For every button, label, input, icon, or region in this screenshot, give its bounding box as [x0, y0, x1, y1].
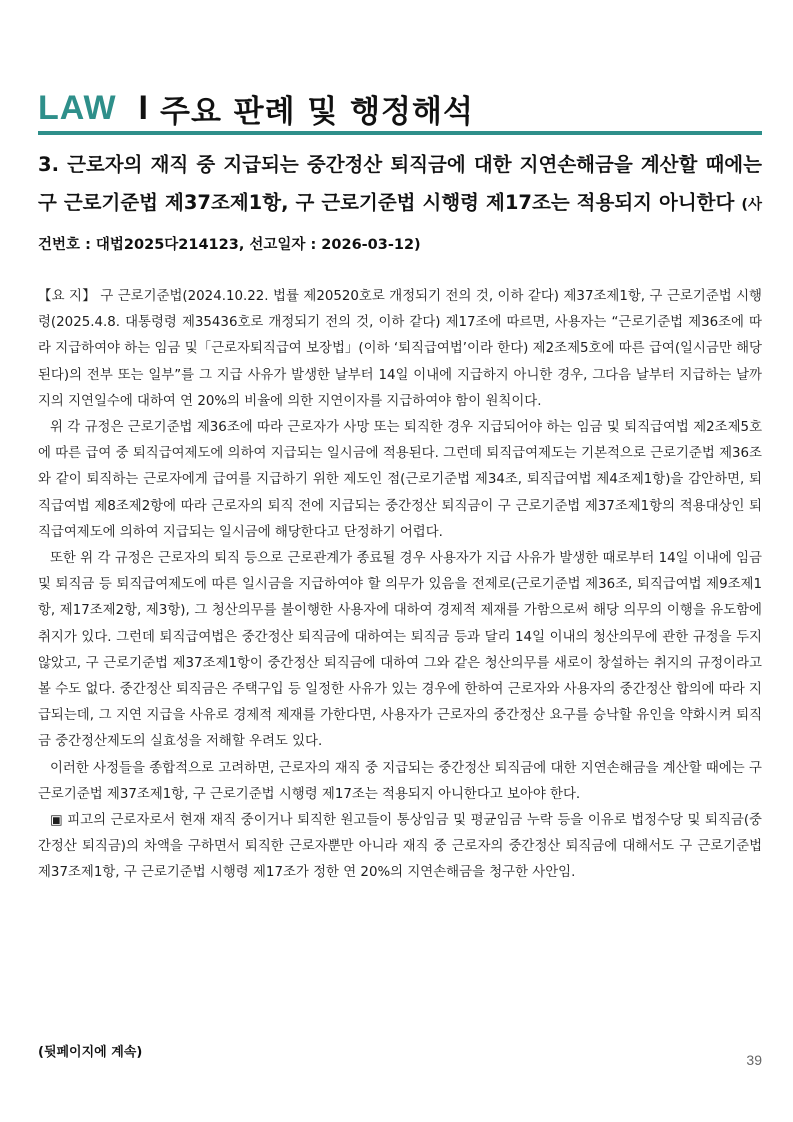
paragraph: 이러한 사정들을 종합적으로 고려하면, 근로자의 재직 중 지급되는 중간정산 퇴직금에 대한 지연손해금을 계산할 때에는 구 근로기준법 제37조제1항, 구 근로기준법 시행령 제17조는 적용되지 아니한다고 보아야 한다.	[38, 760, 762, 802]
paragraph-case-note: ▣ 피고의 근로자로서 현재 재직 중이거나 퇴직한 원고들이 통상임금 및 평균임금 누락 등을 이유로 법정수당 및 퇴직금(중간정산 퇴직금)의 차액을 구하면서 퇴직한 근로자뿐만 아니라 재직 중 근로자의 중간정산 퇴직금에 대해서도 구 근로기준법 제37조제1항, 구 근로기준법 시행령 제17조가 정한 연 20%의 지연손해금을 청구한 사안임.	[38, 813, 762, 881]
header-separator: I	[138, 88, 148, 127]
case-info: (사건번호 : 대법2025다214123, 선고일자 : 2026-03-12)	[38, 197, 762, 253]
header-rule	[38, 131, 762, 135]
article-heading	[38, 146, 762, 264]
paragraph: 위 각 규정은 근로기준법 제36조에 따라 근로자가 사망 또는 퇴직한 경우 지급되어야 하는 임금 및 퇴직급여법 제2조제5호에 따른 급여 중 퇴직급여제도에 의하여 지급되는 일시금에 적용된다. 그런데 퇴직급여제도는 기본적으로 근로기준법 제36조와 같이 퇴직하는 근로자에게 급여를 지급하기 위한 제도인 점(근로기준법 제34조, 퇴직급여법 제4조제1항)을 감안하면, 퇴직급여법 제8조제2항에 따라 근로자의 퇴직 전에 지급되는 중간정산 퇴직금이 구 근로기준법 제37조제1항의 적용대상인 퇴직급여제도에 의하여 지급되는 일시금에 해당한다고 단정하기 어렵다.	[38, 420, 762, 540]
page-number: 39	[746, 1052, 762, 1068]
continued-note: (뒷페이지에 계속)	[38, 1045, 143, 1060]
law-label: LAW	[38, 88, 117, 127]
article-heading-text: 3. 근로자의 재직 중 지급되는 중간정산 퇴직금에 대한 지연손해금을 계산할 때에는 구 근로기준법 제37조제1항, 구 근로기준법 시행령 제17조는 적용되지 아니한다	[38, 153, 762, 214]
paragraph-summary: 【요 지】 구 근로기준법(2024.10.22. 법률 제20520호로 개정되기 전의 것, 이하 같다) 제37조제1항, 구 근로기준법 시행령(2025.4.8. 대통령령 제35436호로 개정되기 전의 것, 이하 같다) 제17조에 따르면, 사용자는 “근로기준법 제36조에 따라 지급하여야 하는 임금 및「근로자퇴직급여 보장법」(이하 ‘퇴직급여법’이라 한다) 제2조제5호에 따른 급여(일시금만 해당된다)의 전부 또는 일부”를 그 지급 사유가 발생한 날부터 14일 이내에 지급하지 아니한 경우, 그다음 날부터 지급하는 날까지의 지연일수에 대하여 연 20%의 비율에 의한 지연이자를 지급하여야 함이 원칙이다.	[38, 289, 762, 409]
article-body	[38, 284, 762, 887]
section-header	[38, 86, 762, 130]
section-title: 주요 판례 및 행정해석	[160, 93, 474, 130]
paragraph: 또한 위 각 규정은 근로자의 퇴직 등으로 근로관계가 종료될 경우 사용자가 지급 사유가 발생한 때로부터 14일 이내에 임금 및 퇴직금 등 퇴직급여제도에 따른 일시금을 지급하여야 할 의무가 있음을 전제로(근로기준법 제36조, 퇴직급여법 제9조제1항, 제17조제2항, 제3항), 그 청산의무를 불이행한 사용자에 대하여 경제적 제재를 가함으로써 해당 의무의 이행을 유도함에 취지가 있다. 그런데 퇴직급여법은 중간정산 퇴직금에 대하여는 퇴직금 등과 달리 14일 이내의 청산의무에 관한 규정을 두지 않았고, 구 근로기준법 제37조제1항이 중간정산 퇴직금에 대하여 그와 같은 청산의무를 새로이 창설하는 취지의 규정이라고 볼 수도 없다. 중간정산 퇴직금은 주택구입 등 일정한 사유가 있는 경우에 한하여 근로자와 사용자의 중간정산 합의에 따라 지급되는데, 그 지연 지급을 사유로 경제적 제재를 가한다면, 사용자가 근로자의 중간정산 요구를 승낙할 유인을 약화시켜 퇴직금 중간정산제도의 실효성을 저해할 우려도 있다.	[38, 551, 762, 750]
